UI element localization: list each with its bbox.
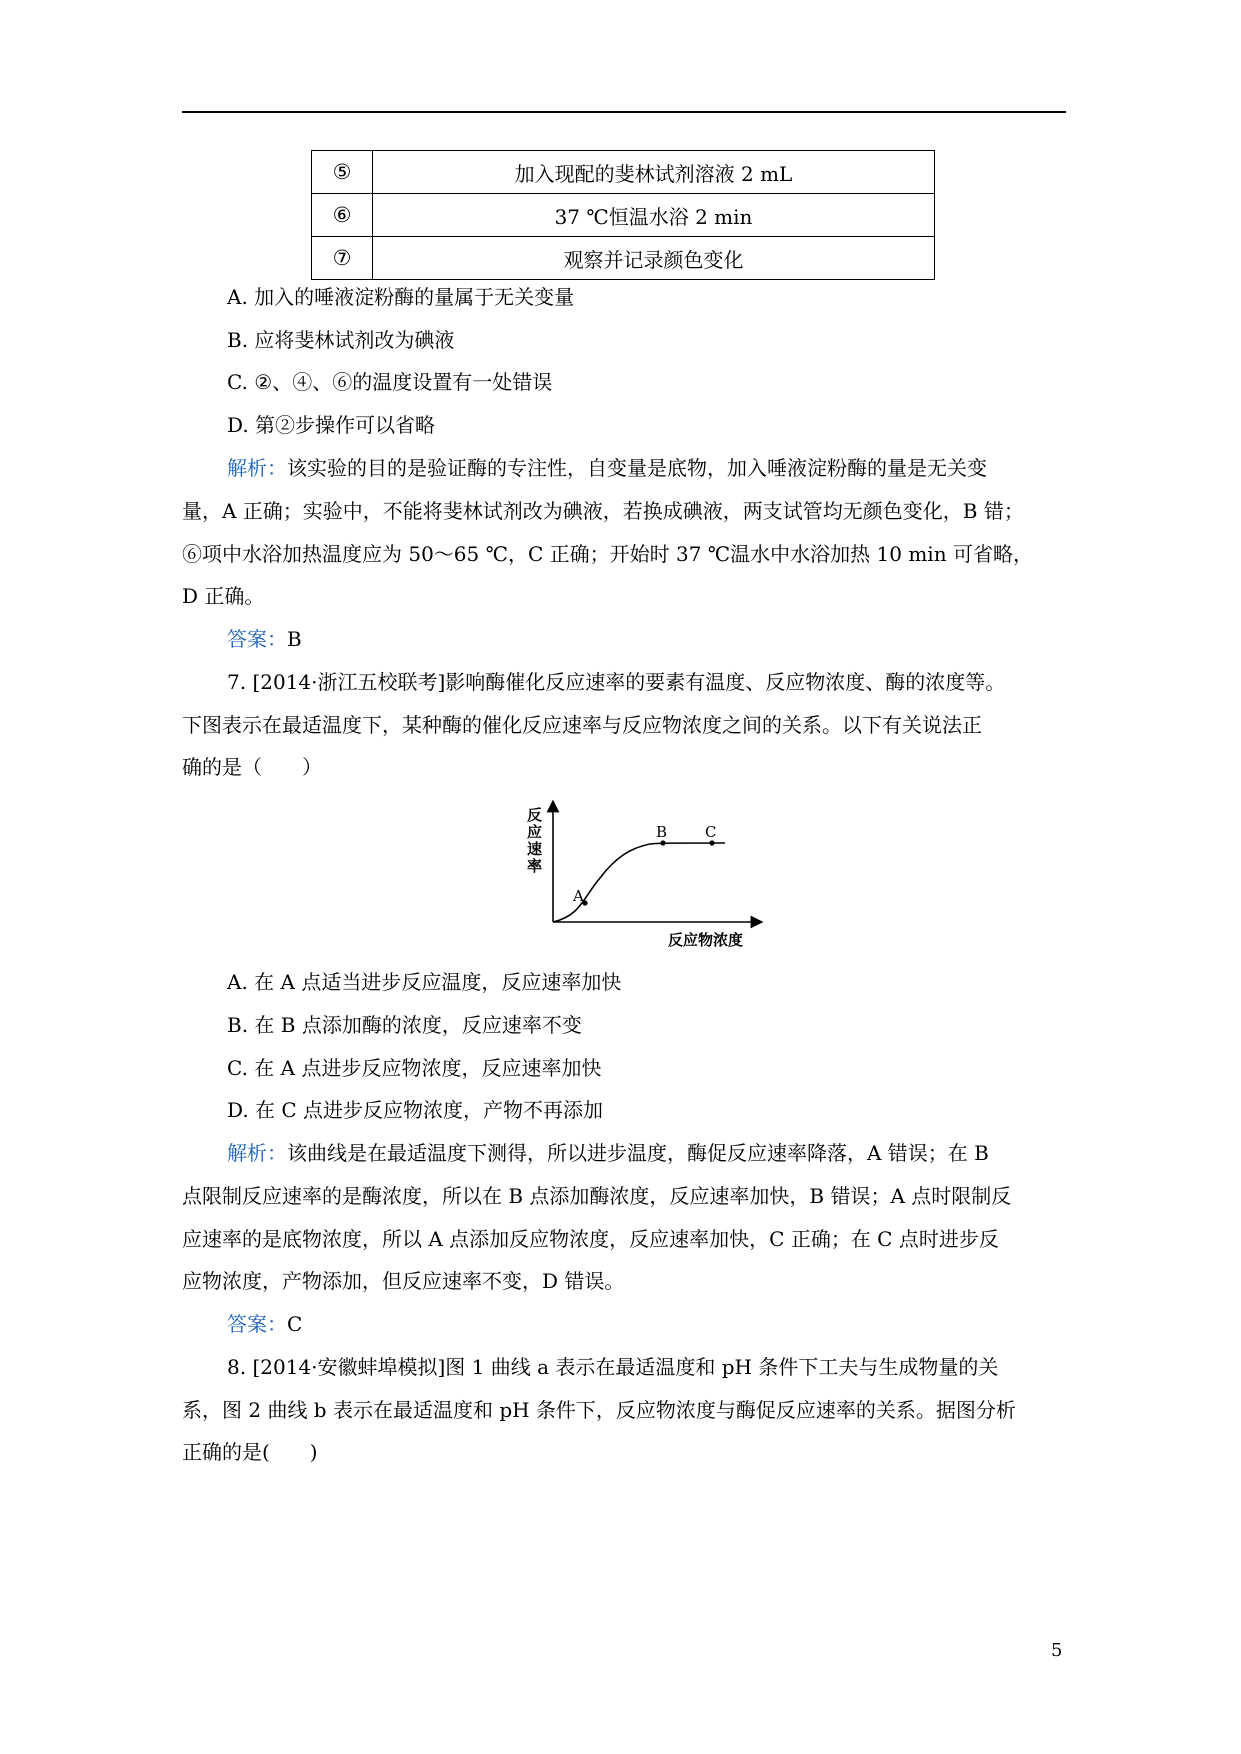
q8-stem-line: 系，图 2 曲线 b 表示在最适温度和 pH 条件下，反应物浓度与酶促反应速率的关系。据图分析	[182, 1398, 1016, 1422]
analysis-label: 解析：	[227, 1141, 287, 1165]
x-axis-label: 反应物浓度	[668, 931, 744, 949]
answer-value: C	[287, 1312, 303, 1336]
q7-stem-line: 确的是（ ）	[182, 755, 322, 779]
answer-label: 答案：	[227, 627, 287, 651]
point-a-label: A	[573, 887, 584, 905]
q6-analysis-line: 量，A 正确；实验中，不能将斐林试剂改为碘液，若换成碘液，两支试管均无颜色变化，B 错；	[182, 499, 1024, 523]
y-axis-label-char: 反	[527, 806, 543, 824]
table-row	[312, 194, 935, 237]
table-row	[312, 151, 935, 194]
step-text: 加入现配的斐林试剂溶液 2 mL	[373, 151, 935, 194]
step-number: ⑥	[312, 194, 373, 237]
step-number: ⑦	[312, 237, 373, 280]
point-c-label: C	[705, 823, 717, 841]
analysis-text: 该实验的目的是验证酶的专注性，自变量是底物，加入唾液淀粉酶的量是无关变	[287, 456, 987, 480]
q7-option-d: D. 在 C 点进步反应物浓度，产物不再添加	[227, 1098, 604, 1122]
q7-analysis-line: 点限制反应速率的是酶浓度，所以在 B 点添加酶浓度，反应速率加快，B 错误；A 点时限制反	[182, 1184, 1012, 1208]
q7-analysis-first-line	[227, 1139, 989, 1167]
q6-answer	[227, 625, 302, 653]
q8-stem-line: 正确的是( )	[182, 1440, 318, 1464]
q7-analysis-line: 应物浓度，产物添加，但反应速率不变，D 错误。	[182, 1269, 625, 1293]
q7-stem-line: 下图表示在最适温度下，某种酶的催化反应速率与反应物浓度之间的关系。以下有关说法正	[182, 713, 982, 737]
analysis-label: 解析：	[227, 456, 287, 480]
point-b-marker	[660, 840, 665, 845]
q6-option-d: D. 第②步操作可以省略	[227, 413, 436, 437]
step-text: 观察并记录颜色变化	[373, 237, 935, 280]
step-text: 37 ℃恒温水浴 2 min	[373, 194, 935, 237]
q7-option-a: A. 在 A 点适当进步反应温度，反应速率加快	[227, 970, 622, 994]
table-row	[312, 237, 935, 280]
experiment-steps-table	[311, 150, 935, 280]
q6-analysis-line: D 正确。	[182, 584, 265, 608]
answer-label: 答案：	[227, 1312, 287, 1336]
answer-value: B	[287, 627, 302, 651]
point-b-label: B	[656, 823, 668, 841]
q7-stem-line: 7. [2014·浙江五校联考]影响酶催化反应速率的要素有温度、反应物浓度、酶的浓度等。	[227, 670, 1006, 694]
page-number: 5	[1051, 1640, 1063, 1661]
reaction-rate-graph	[525, 800, 765, 960]
q7-analysis-line: 应速率的是底物浓度，所以 A 点添加反应物浓度，反应速率加快，C 正确；在 C 点时进步反	[182, 1227, 999, 1251]
header-rule	[182, 111, 1066, 113]
q6-analysis-line: ⑥项中水浴加热温度应为 50～65 ℃，C 正确；开始时 37 ℃温水中水浴加热 10 min 可省略，	[182, 542, 1033, 566]
q6-analysis-first-line	[227, 454, 987, 482]
q7-option-b: B. 在 B 点添加酶的浓度，反应速率不变	[227, 1013, 582, 1037]
step-number: ⑤	[312, 151, 373, 194]
point-c-marker	[709, 840, 714, 845]
y-axis-label-char: 率	[527, 857, 543, 875]
rate-curve	[553, 843, 725, 922]
q8-stem-line: 8. [2014·安徽蚌埠模拟]图 1 曲线 a 表示在最适温度和 pH 条件下工夫与生成物量的关	[227, 1355, 999, 1379]
q7-option-c: C. 在 A 点进步反应物浓度，反应速率加快	[227, 1056, 602, 1080]
q7-answer	[227, 1310, 302, 1338]
q6-option-a: A. 加入的唾液淀粉酶的量属于无关变量	[227, 285, 575, 309]
q6-option-b: B. 应将斐林试剂改为碘液	[227, 328, 455, 352]
y-axis-label-char: 应	[527, 823, 543, 841]
q6-option-c: C. ②、④、⑥的温度设置有一处错误	[227, 370, 553, 394]
analysis-text: 该曲线是在最适温度下测得，所以进步温度，酶促反应速率降落，A 错误；在 B	[287, 1141, 989, 1165]
y-axis-label-char: 速	[527, 840, 543, 858]
